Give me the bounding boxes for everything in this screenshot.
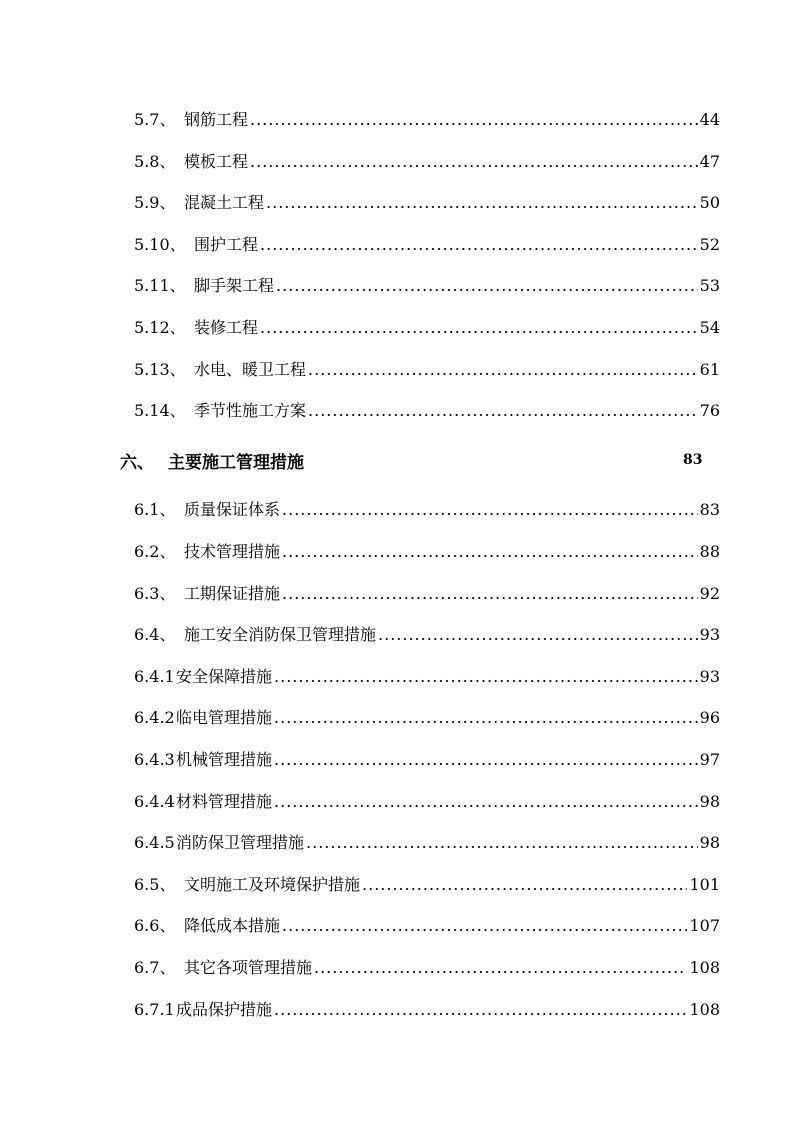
toc-entry-number: 6.4、: [134, 625, 176, 644]
chapter-page: 83: [683, 452, 703, 468]
toc-entry-page: 61: [699, 360, 720, 379]
toc-entry-page: 76: [699, 401, 720, 420]
toc-leader-dots: [306, 833, 698, 852]
toc-leader-dots: [260, 235, 698, 254]
toc-entry-page: 52: [699, 235, 720, 254]
toc-entry-title: 模板工程: [184, 152, 249, 171]
toc-entry-number: 5.14、: [134, 401, 186, 420]
toc-entry-5-11[interactable]: [134, 273, 720, 297]
toc-leader-dots: [250, 110, 698, 129]
toc-chapter-6[interactable]: [120, 448, 720, 474]
toc-entry-title: 降低成本措施: [184, 916, 281, 935]
toc-leader-dots: [260, 318, 698, 337]
toc-leader-dots: [274, 1000, 687, 1019]
toc-entry-page: 47: [699, 152, 720, 171]
toc-entry-title: 材料管理措施: [176, 792, 273, 811]
toc-entry-page: 96: [699, 708, 720, 727]
toc-entry-page: 50: [699, 193, 720, 212]
toc-entry-5-12[interactable]: [134, 315, 720, 339]
toc-entry-6-4[interactable]: [134, 622, 720, 646]
toc-entry-6-6[interactable]: [134, 913, 720, 937]
toc-entry-number: 5.10、: [134, 235, 186, 254]
toc-entry-title: 脚手架工程: [194, 276, 275, 295]
toc-entry-number: 6.4.1: [134, 667, 175, 686]
toc-leader-dots: [378, 625, 698, 644]
toc-entry-title: 季节性施工方案: [194, 401, 307, 420]
toc-entry-number: 6.6、: [134, 916, 176, 935]
toc-entry-title: 围护工程: [194, 235, 259, 254]
toc-entry-number: 6.7、: [134, 958, 176, 977]
toc-entry-page: 93: [699, 625, 720, 644]
toc-entry-title: 临电管理措施: [176, 708, 273, 727]
chapter-number: 六、: [120, 453, 154, 473]
toc-entry-page: 101: [689, 875, 720, 894]
toc-leader-dots: [308, 401, 698, 420]
toc-entry-6-4-1[interactable]: [134, 664, 720, 688]
toc-entry-6-7[interactable]: [134, 955, 720, 979]
toc-leader-dots: [362, 875, 687, 894]
toc-entry-title: 安全保障措施: [176, 667, 273, 686]
toc-entry-page: 53: [699, 276, 720, 295]
toc-entry-page: 97: [699, 750, 720, 769]
toc-entry-page: 108: [689, 958, 720, 977]
toc-entry-number: 6.4.3: [134, 750, 175, 769]
toc-entry-title: 工期保证措施: [184, 584, 281, 603]
toc-entry-number: 5.9、: [134, 193, 176, 212]
toc-entry-number: 5.13、: [134, 360, 186, 379]
toc-entry-number: 6.7.1: [134, 1000, 175, 1019]
toc-entry-page: 98: [699, 792, 720, 811]
toc-entry-5-13[interactable]: [134, 357, 720, 381]
toc-leader-dots: [282, 542, 698, 561]
toc-leader-dots: [274, 750, 698, 769]
toc-entry-5-9[interactable]: [134, 190, 720, 214]
chapter-title: 主要施工管理措施: [168, 453, 304, 473]
toc-entry-number: 5.7、: [134, 110, 176, 129]
toc-entry-title: 水电、暖卫工程: [194, 360, 307, 379]
toc-entry-page: 98: [699, 833, 720, 852]
toc-entry-number: 6.4.4: [134, 792, 175, 811]
toc-entry-title: 混凝土工程: [184, 193, 265, 212]
toc-entry-page: 93: [699, 667, 720, 686]
toc-entry-number: 5.12、: [134, 318, 186, 337]
toc-leader-dots: [282, 584, 698, 603]
toc-entry-title: 技术管理措施: [184, 542, 281, 561]
toc-leader-dots: [282, 916, 687, 935]
toc-entry-title: 消防保卫管理措施: [176, 833, 305, 852]
toc-leader-dots: [276, 276, 698, 295]
toc-entry-5-14[interactable]: [134, 398, 720, 422]
toc-entry-title: 成品保护措施: [176, 1000, 273, 1019]
toc-entry-number: 6.1、: [134, 500, 176, 519]
toc-entry-6-4-2[interactable]: [134, 705, 720, 729]
toc-leader-dots: [308, 360, 698, 379]
toc-entry-5-7[interactable]: [134, 107, 720, 131]
toc-entry-number: 6.4.2: [134, 708, 175, 727]
toc-entry-title: 质量保证体系: [184, 500, 281, 519]
toc-leader-dots: [250, 152, 698, 171]
toc-entry-page: 107: [689, 916, 720, 935]
toc-entry-5-8[interactable]: [134, 149, 720, 173]
toc-leader-dots: [282, 500, 698, 519]
toc-entry-page: 108: [689, 1000, 720, 1019]
toc-entry-6-2[interactable]: [134, 539, 720, 563]
toc-entry-6-4-3[interactable]: [134, 747, 720, 771]
toc-entry-page: 88: [699, 542, 720, 561]
toc-entry-6-3[interactable]: [134, 581, 720, 605]
toc-entry-title: 机械管理措施: [176, 750, 273, 769]
toc-entry-6-7-1[interactable]: [134, 997, 720, 1021]
toc-entry-6-5[interactable]: [134, 872, 720, 896]
toc-entry-6-4-4[interactable]: [134, 789, 720, 813]
toc-entry-page: 92: [699, 584, 720, 603]
toc-entry-title: 文明施工及环境保护措施: [184, 875, 361, 894]
toc-entry-number: 6.2、: [134, 542, 176, 561]
toc-entry-number: 5.8、: [134, 152, 176, 171]
toc-entry-number: 6.3、: [134, 584, 176, 603]
toc-entry-5-10[interactable]: [134, 232, 720, 256]
toc-leader-dots: [314, 958, 687, 977]
toc-leader-dots: [274, 667, 698, 686]
toc-entry-6-4-5[interactable]: [134, 830, 720, 854]
toc-entry-number: 6.5、: [134, 875, 176, 894]
toc-entry-title: 装修工程: [194, 318, 259, 337]
toc-entry-page: 44: [699, 110, 720, 129]
toc-entry-6-1[interactable]: [134, 497, 720, 521]
toc-entry-title: 钢筋工程: [184, 110, 249, 129]
toc-leader-dots: [274, 792, 698, 811]
toc-entry-title: 施工安全消防保卫管理措施: [184, 625, 377, 644]
toc-leader-dots: [274, 708, 698, 727]
toc-entry-title: 其它各项管理措施: [184, 958, 313, 977]
toc-entry-page: 83: [699, 500, 720, 519]
toc-leader-dots: [266, 193, 698, 212]
toc-entry-number: 5.11、: [134, 276, 186, 295]
toc-entry-number: 6.4.5: [134, 833, 175, 852]
toc-entry-page: 54: [699, 318, 720, 337]
